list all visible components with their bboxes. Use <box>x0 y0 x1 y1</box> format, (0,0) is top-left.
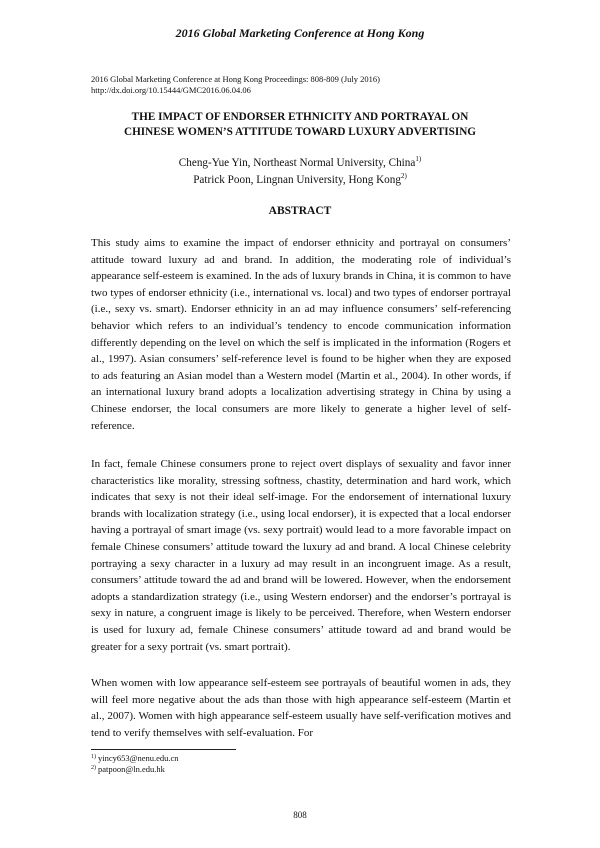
running-head: 2016 Global Marketing Conference at Hong Kong <box>175 26 425 40</box>
footnote-divider <box>91 749 236 750</box>
abstract-paragraph-1: This study aims to examine the impact of endorser ethnicity and portrayal on consumers’ attitude toward luxury ad and brand. In addition, the moderating role of individual’s appearance self-esteem is examined. In the ads of luxury brands in China, it is common to have two types of endorser ethnicity (i.e., international vs. local) and two types of endorser portrayal (i.e., sexy vs. smart). Endorser ethnicity in an ad may influence consumers’ self-referencing behavior which refers to an individual’s tendency to encode communication information differently depending on the level on which the self is implicated in the information (Rogers et al., 1997). Asian consumers’ self-reference level is found to be higher when they are exposed to ads featuring an Asian model than a Western model (Martin et al., 2004). In other words, if an international luxury brand adopts a localization advertising strategy in China by using a Chinese endorser, the local consumers are more likely to generate a higher level of self-reference. <box>91 237 511 432</box>
author-2-affiliation: Patrick Poon, Lingnan University, Hong Kong <box>193 173 401 186</box>
author-1-affiliation: Cheng-Yue Yin, Northeast Normal University, China <box>178 157 416 169</box>
author-2-footnote-mark: 2) <box>400 171 407 180</box>
doi-link[interactable]: http://dx.doi.org/10.15444/GMC2016.06.04.06 <box>91 85 251 95</box>
title-line-1: THE IMPACT OF ENDORSER ETHNICITY AND PORTRAYAL ON <box>131 111 469 123</box>
title-line-2: CHINESE WOMEN’S ATTITUDE TOWARD LUXURY ADVERTISING <box>123 126 476 138</box>
footnotes <box>91 753 179 775</box>
author-list <box>80 155 520 188</box>
page-number: 808 <box>293 810 307 820</box>
author-1 <box>80 155 520 172</box>
footnote-1-email[interactable]: yincy653@nenu.edu.cn <box>98 753 179 763</box>
paper-title <box>80 110 520 140</box>
footnote-1-mark: 1) <box>91 754 96 760</box>
footnote-2-email[interactable]: patpoon@ln.edu.hk <box>98 764 165 774</box>
abstract-paragraph-2: In fact, female Chinese consumers prone to reject overt displays of sexuality and favor inner characteristics like morality, stressing softness, chastity, determination and hard work, which indicates that sexy is not their ideal self-image. For the endorsement of international luxury brands with localization strategy (i.e., using local endorser), it is expected that a local endorser having a portrayal of smart image (vs. sexy portrait) would lead to a more favorable impact on female Chinese consumers’ attitude toward the luxury ad and brand. A local Chinese celebrity portraying a sexy character in a luxury ad may result in an incongruent image. As a result, consumers’ attitude toward the ad and brand will be lowered. However, when the endorsement adopts a standardization strategy (i.e., using Western endorser) and the endorser’s portrayal is sexy in nature, a congruent image is likely to be perceived. Therefore, when Western endorser is used for luxury ad, female Chinese consumers’ attitude toward ad and brand would be greater for a sexy portrait (vs. smart portrait). <box>91 458 511 653</box>
author-2 <box>80 172 520 189</box>
footnote-1 <box>91 753 179 764</box>
citation-metadata <box>91 74 380 96</box>
abstract-heading: ABSTRACT <box>268 205 332 217</box>
footnote-2 <box>91 764 179 775</box>
footnote-2-mark: 2) <box>91 765 96 771</box>
abstract-paragraph-3: When women with low appearance self-esteem see portrayals of beautiful women in ads, they will feel more negative about the ads than those with high appearance self-esteem (Martin et al., 2007). Women with high appearance self-esteem usually have self-verification motives and tend to verify themselves with self-evaluation. For <box>91 677 511 739</box>
proceedings-line: 2016 Global Marketing Conference at Hong Kong Proceedings: 808-809 (July 2016) <box>91 74 380 84</box>
author-1-footnote-mark: 1) <box>415 155 422 163</box>
